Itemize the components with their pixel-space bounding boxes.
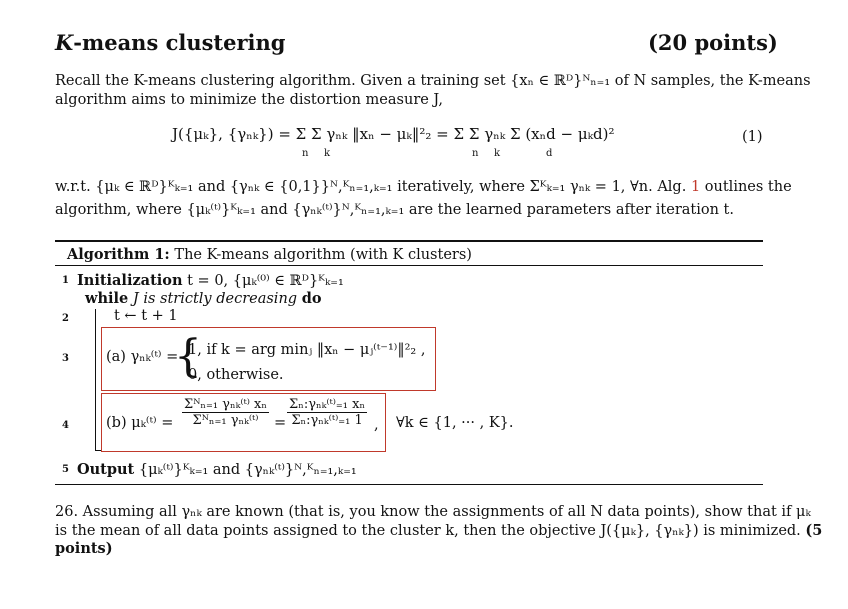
algorithm-top-rule xyxy=(55,240,763,242)
algorithm-caption-text: The K-means algorithm (with K clusters) xyxy=(174,247,472,263)
step-a-brace: { xyxy=(174,331,202,382)
initialization-text: t = 0, {μₖ⁽⁰⁾ ∈ ℝᴰ}ᴷₖ₌₁ xyxy=(187,273,344,289)
question-points-close: points) xyxy=(55,540,113,557)
while-keyword: while xyxy=(85,290,129,307)
step-b-forall: ∀k ∈ {1, ··· , K}. xyxy=(396,415,514,431)
fraction-2-numerator: Σₙ:γₙₖ⁽ᵗ⁾₌₁ xₙ xyxy=(289,397,366,412)
output-keyword: Output xyxy=(77,461,135,478)
algorithm-line-2: t ← t + 1 xyxy=(114,308,178,324)
title-text: -means clustering xyxy=(73,30,286,55)
algorithm-ref-link[interactable]: 1 xyxy=(690,179,701,195)
intro-line-1: Recall the K-means clustering algorithm. Given a training set {xₙ ∈ ℝᴰ}ᴺₙ₌₁ of N samples, the K-means xyxy=(55,73,811,89)
fraction-1-denominator: Σᴺₙ₌₁ γₙₖ⁽ᵗ⁾ xyxy=(192,413,259,428)
step-a-case-1: 1, if k = arg minⱼ ‖xₙ − μⱼ⁽ᵗ⁻¹⁾‖²₂ , xyxy=(188,342,426,358)
step-b-label: (b) μₖ⁽ᵗ⁾ = xyxy=(106,415,174,431)
wrt-line-1-b: outlines the xyxy=(704,179,792,195)
algorithm-line-1 xyxy=(77,271,344,291)
output-text: {μₖ⁽ᵗ⁾}ᴷₖ₌₁ and {γₙₖ⁽ᵗ⁾}ᴺ,ᴷₙ₌₁,ₖ₌₁ xyxy=(138,462,357,478)
step-b-equals: = xyxy=(274,415,287,431)
line-number-4: 4 xyxy=(62,420,69,431)
title-variable: K xyxy=(55,30,74,55)
line-number-3: 3 xyxy=(62,353,69,364)
section-title xyxy=(55,30,285,55)
line-number-1: 1 xyxy=(62,275,69,286)
intro-line-2: algorithm aims to minimize the distortion measure J, xyxy=(55,92,444,108)
equation-1: J({μₖ}, {γₙₖ}) = Σ Σ γₙₖ ‖xₙ − μₖ‖²₂ = Σ Σ γₙₖ Σ (xₙd − μₖd)² xyxy=(172,125,615,143)
algorithm-line-5 xyxy=(77,460,357,480)
step-b-fraction-1 xyxy=(182,397,269,428)
step-a-case-2: 0, otherwise. xyxy=(188,367,284,383)
line-number-2: 2 xyxy=(62,313,69,324)
wrt-line-2: algorithm, where {μₖ⁽ᵗ⁾}ᴷₖ₌₁ and {γₙₖ⁽ᵗ⁾}ᴺ,ᴷₙ₌₁,ₖ₌₁ are the learned parameters after iteration t. xyxy=(55,202,734,218)
wrt-line-1 xyxy=(55,178,792,197)
algorithm-caption-label: Algorithm 1: xyxy=(67,246,170,263)
equation-number: (1) xyxy=(742,129,763,145)
while-block-bar xyxy=(95,309,96,451)
do-keyword: do xyxy=(301,290,322,307)
line-number-5: 5 xyxy=(62,464,69,475)
while-condition: J is strictly decreasing xyxy=(132,291,298,307)
while-line xyxy=(85,289,322,309)
step-a-label: (a) γₙₖ⁽ᵗ⁾ = xyxy=(106,349,179,365)
initialization-keyword: Initialization xyxy=(77,272,183,289)
step-b-fraction-2 xyxy=(287,397,367,428)
question-points-open: (5 xyxy=(805,522,823,539)
fraction-2-denominator: Σₙ:γₙₖ⁽ᵗ⁾₌₁ 1 xyxy=(291,413,363,428)
question-line-2-text: is the mean of all data points assigned to the cluster k, then the objective J({μₖ}, {γₙₖ}) is minimized. xyxy=(55,523,801,539)
question-line-2 xyxy=(55,521,822,541)
eq1-sub-k1: k xyxy=(324,148,331,159)
wrt-line-1-a: w.r.t. {μₖ ∈ ℝᴰ}ᴷₖ₌₁ and {γₙₖ ∈ {0,1}}ᴺ,ᴷₙ₌₁,ₖ₌₁ iteratively, where Σᴷₖ₌₁ γₙₖ = 1, ∀n. Alg. xyxy=(55,179,687,195)
eq1-sub-n1: n xyxy=(302,148,309,159)
question-line-1: 26. Assuming all γₙₖ are known (that is, you know the assignments of all N data points), show that if μₖ xyxy=(55,504,811,520)
algorithm-caption xyxy=(67,245,472,265)
algorithm-bottom-rule xyxy=(55,484,763,485)
algorithm-caption-rule xyxy=(55,265,763,266)
step-b-comma: , xyxy=(374,417,379,433)
eq1-sub-k2: k xyxy=(494,148,501,159)
section-points: (20 points) xyxy=(648,30,778,55)
fraction-1-numerator: Σᴺₙ₌₁ γₙₖ⁽ᵗ⁾ xₙ xyxy=(184,397,267,412)
eq1-sub-d: d xyxy=(546,148,553,159)
eq1-sub-n2: n xyxy=(472,148,479,159)
